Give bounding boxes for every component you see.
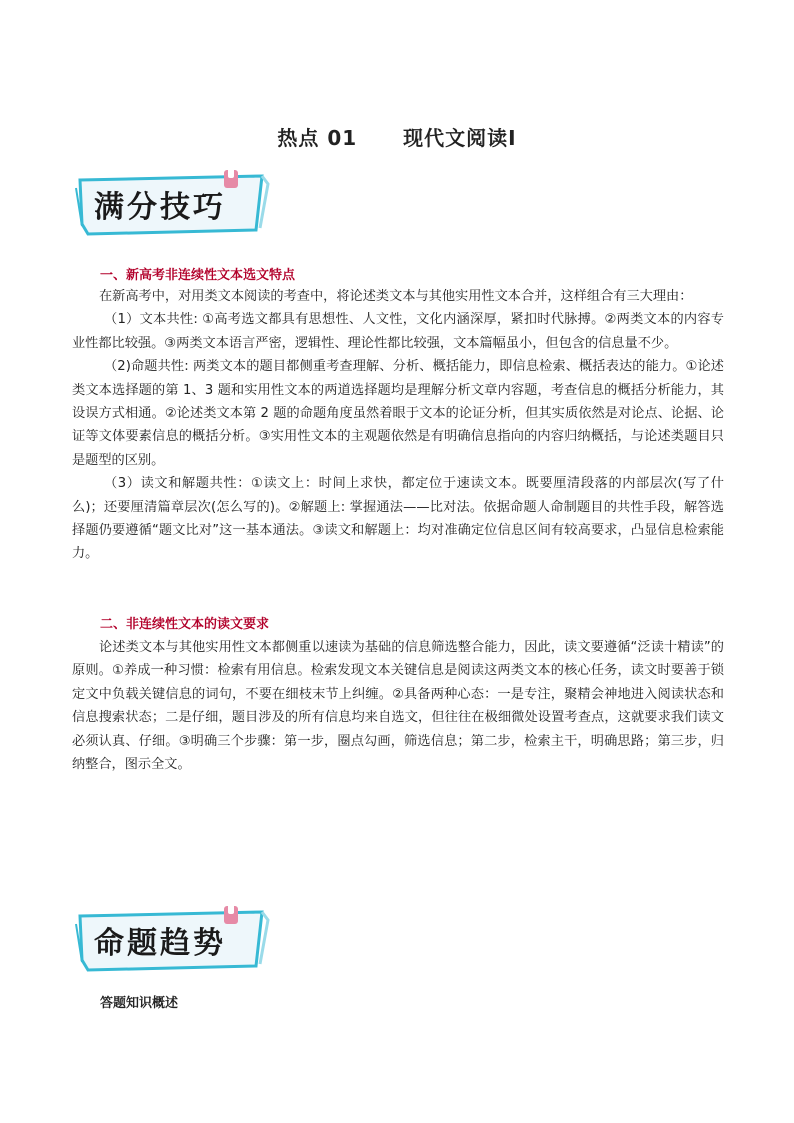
banner-manfen: [66, 168, 276, 240]
section1-body: [72, 285, 724, 566]
section2-body: [72, 636, 724, 776]
banner-mingti: [66, 904, 276, 976]
banner-text: 命题趋势: [94, 926, 226, 961]
title-prefix: 热点 01: [277, 126, 358, 150]
title-main: 现代文阅读Ⅰ: [403, 126, 517, 150]
page-title: [0, 122, 794, 151]
text-commonality-paragraph: （1）文本共性: ①高考选文都具有思想性、人文性，文化内涵深厚，紧扣时代脉搏。②两类文本的内容专业性都比较强。③两类文本语言严密，逻辑性、理论性都比较强，文本篇幅虽小，但包含的信息量不少。: [72, 312, 724, 351]
banner-text: 满分技巧: [94, 190, 226, 225]
section1-heading: 一、新高考非连续性文本选文特点: [100, 268, 296, 283]
section3-heading: 答题知识概述: [100, 996, 179, 1011]
reading-commonality-paragraph: （3）读文和解题共性：①读文上：时间上求快，都定位于速读文本。既要厘清段落的内部层次(写了什么)；还要厘清篇章层次(怎么写的)。②解题上: 掌握通法——比对法。依据命题人命制题目的共性手段，解答选择题仍要遵循“题文比对”这一基本通法。③读文和解题上：均对准确定位信息区间有较高要求，凸显信息检索能力。: [72, 476, 724, 562]
section2-heading: 二、非连续性文本的读文要求: [100, 617, 270, 632]
reading-requirements-paragraph: 论述类文本与其他实用性文本都侧重以速读为基础的信息筛选整合能力，因此，读文要遵循“泛读十精读”的原则。①养成一种习惯：检索有用信息。检索发现文本关键信息是阅读这两类文本的核心任务，读文时要善于锁定文中负载关键信息的词句，不要在细枝末节上纠缠。②具备两种心态：一是专注，聚精会神地进入阅读状态和信息搜索状态；二是仔细，题目涉及的所有信息均来自选文，但往往在极细微处设置考查点，这就要求我们读文必须认真、仔细。③明确三个步骤：第一步，圈点勾画，筛选信息；第二步，检索主干，明确思路；第三步，归纳整合，图示全文。: [72, 640, 724, 773]
question-commonality-paragraph: （2)命题共性: 两类文本的题目都侧重考查理解、分析、概括能力，即信息检索、概括表达的能力。①论述类文本选择题的第 1、3 题和实用性文本的两道选择题均是理解分析文章内容题，考查信息的概括分析能力，其设误方式相通。②论述类文本第 2 题的命题角度虽然着眼于文本的论证分析，但其实质依然是对论点、论据、论证等文体要素信息的概括分析。③实用性文本的主观题依然是有明确信息指向的内容归纳概括，与论述类题目只是题型的区别。: [72, 359, 724, 468]
intro-paragraph: 在新高考中，对用类文本阅读的考查中，将论述类文本与其他实用性文本合并，这样组合有三大理由：: [99, 289, 693, 304]
